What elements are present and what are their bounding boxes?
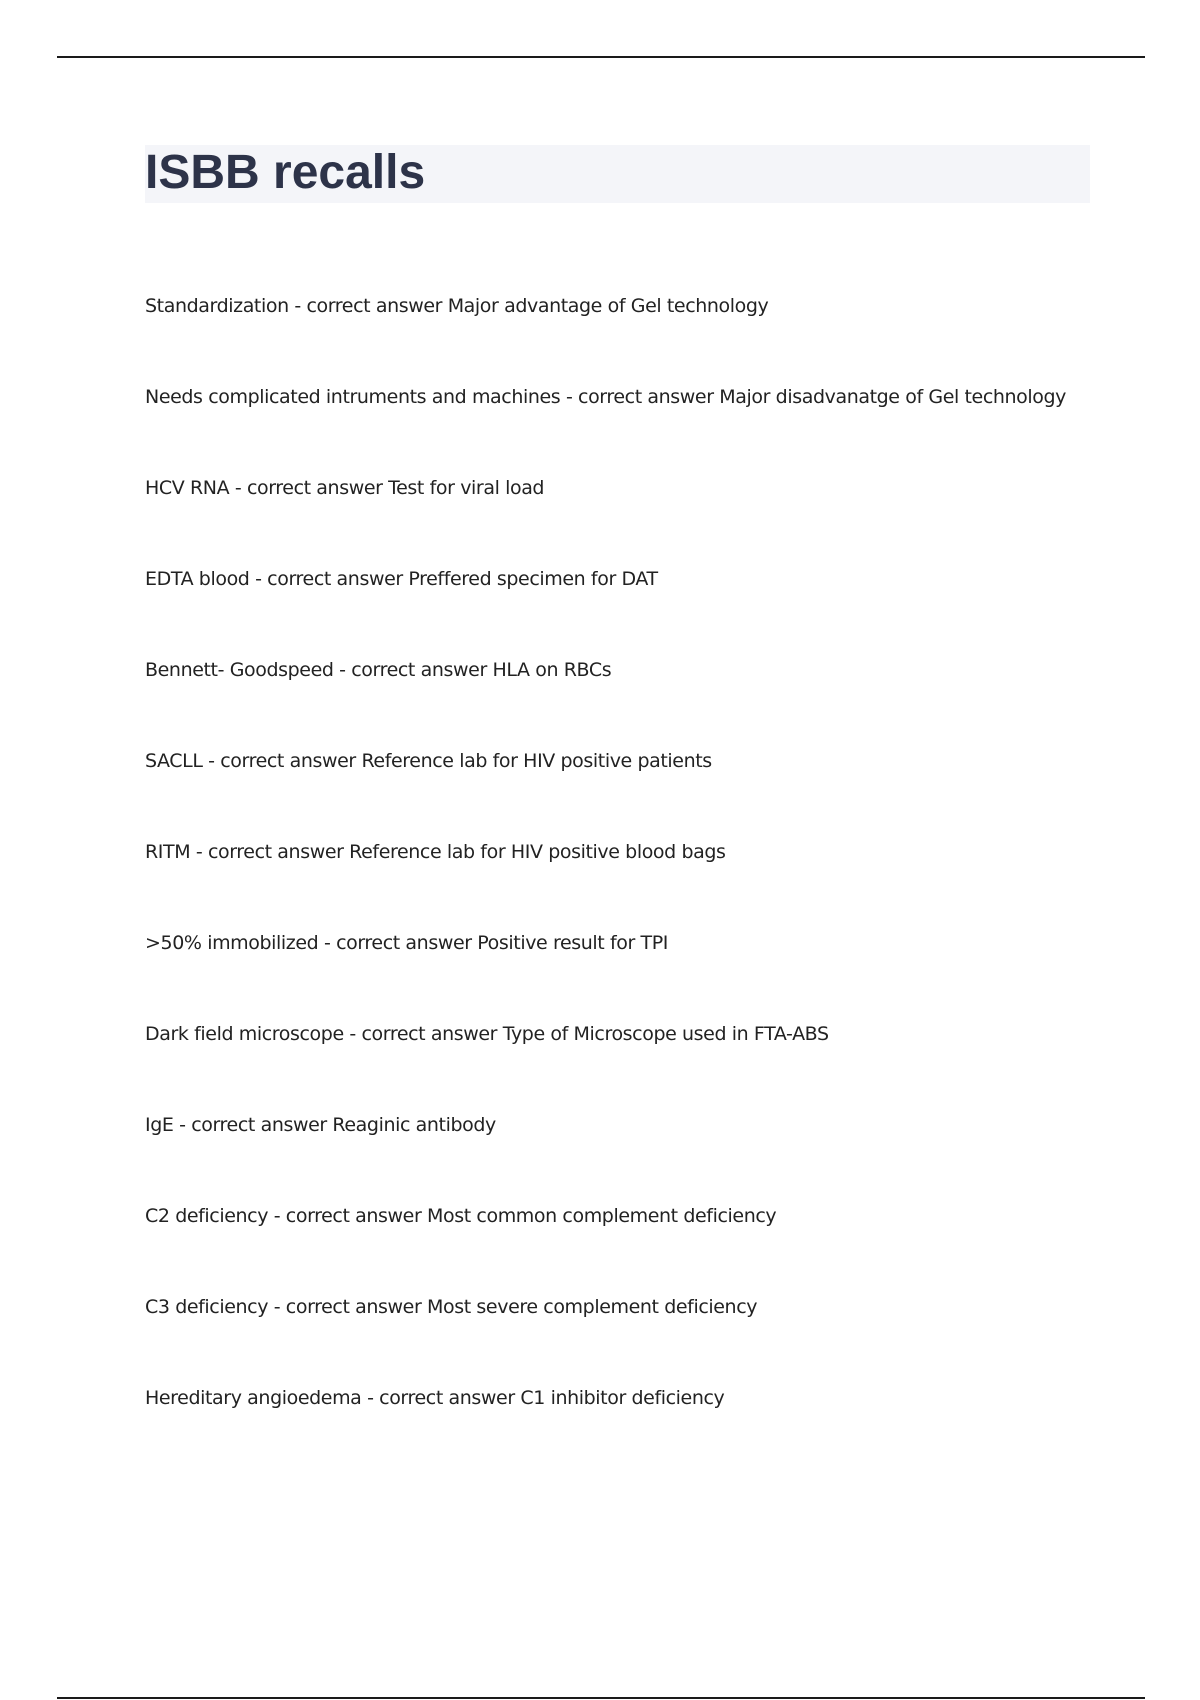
qa-item: HCV RNA - correct answer Test for viral load bbox=[145, 477, 545, 499]
qa-item: >50% immobilized - correct answer Positive result for TPI bbox=[145, 932, 669, 954]
qa-item: Bennett- Goodspeed - correct answer HLA on RBCs bbox=[145, 659, 612, 681]
qa-item: IgE - correct answer Reaginic antibody bbox=[145, 1114, 496, 1136]
qa-item: EDTA blood - correct answer Preffered specimen for DAT bbox=[145, 568, 658, 590]
header-rule bbox=[57, 56, 1145, 58]
qa-item: Needs complicated intruments and machines - correct answer Major disadvanatge of Gel technology bbox=[145, 386, 1066, 408]
qa-item: Hereditary angioedema - correct answer C1 inhibitor deficiency bbox=[145, 1387, 725, 1409]
footer-rule bbox=[57, 1697, 1145, 1699]
qa-list bbox=[145, 292, 1105, 1475]
qa-item: SACLL - correct answer Reference lab for HIV positive patients bbox=[145, 750, 712, 772]
page-title: ISBB recalls bbox=[145, 146, 426, 199]
qa-item: RITM - correct answer Reference lab for HIV positive blood bags bbox=[145, 841, 726, 863]
qa-item: Standardization - correct answer Major advantage of Gel technology bbox=[145, 295, 769, 317]
qa-item: C3 deficiency - correct answer Most severe complement deficiency bbox=[145, 1296, 758, 1318]
qa-item: Dark field microscope - correct answer Type of Microscope used in FTA-ABS bbox=[145, 1023, 829, 1045]
qa-item: C2 deficiency - correct answer Most common complement deficiency bbox=[145, 1205, 777, 1227]
